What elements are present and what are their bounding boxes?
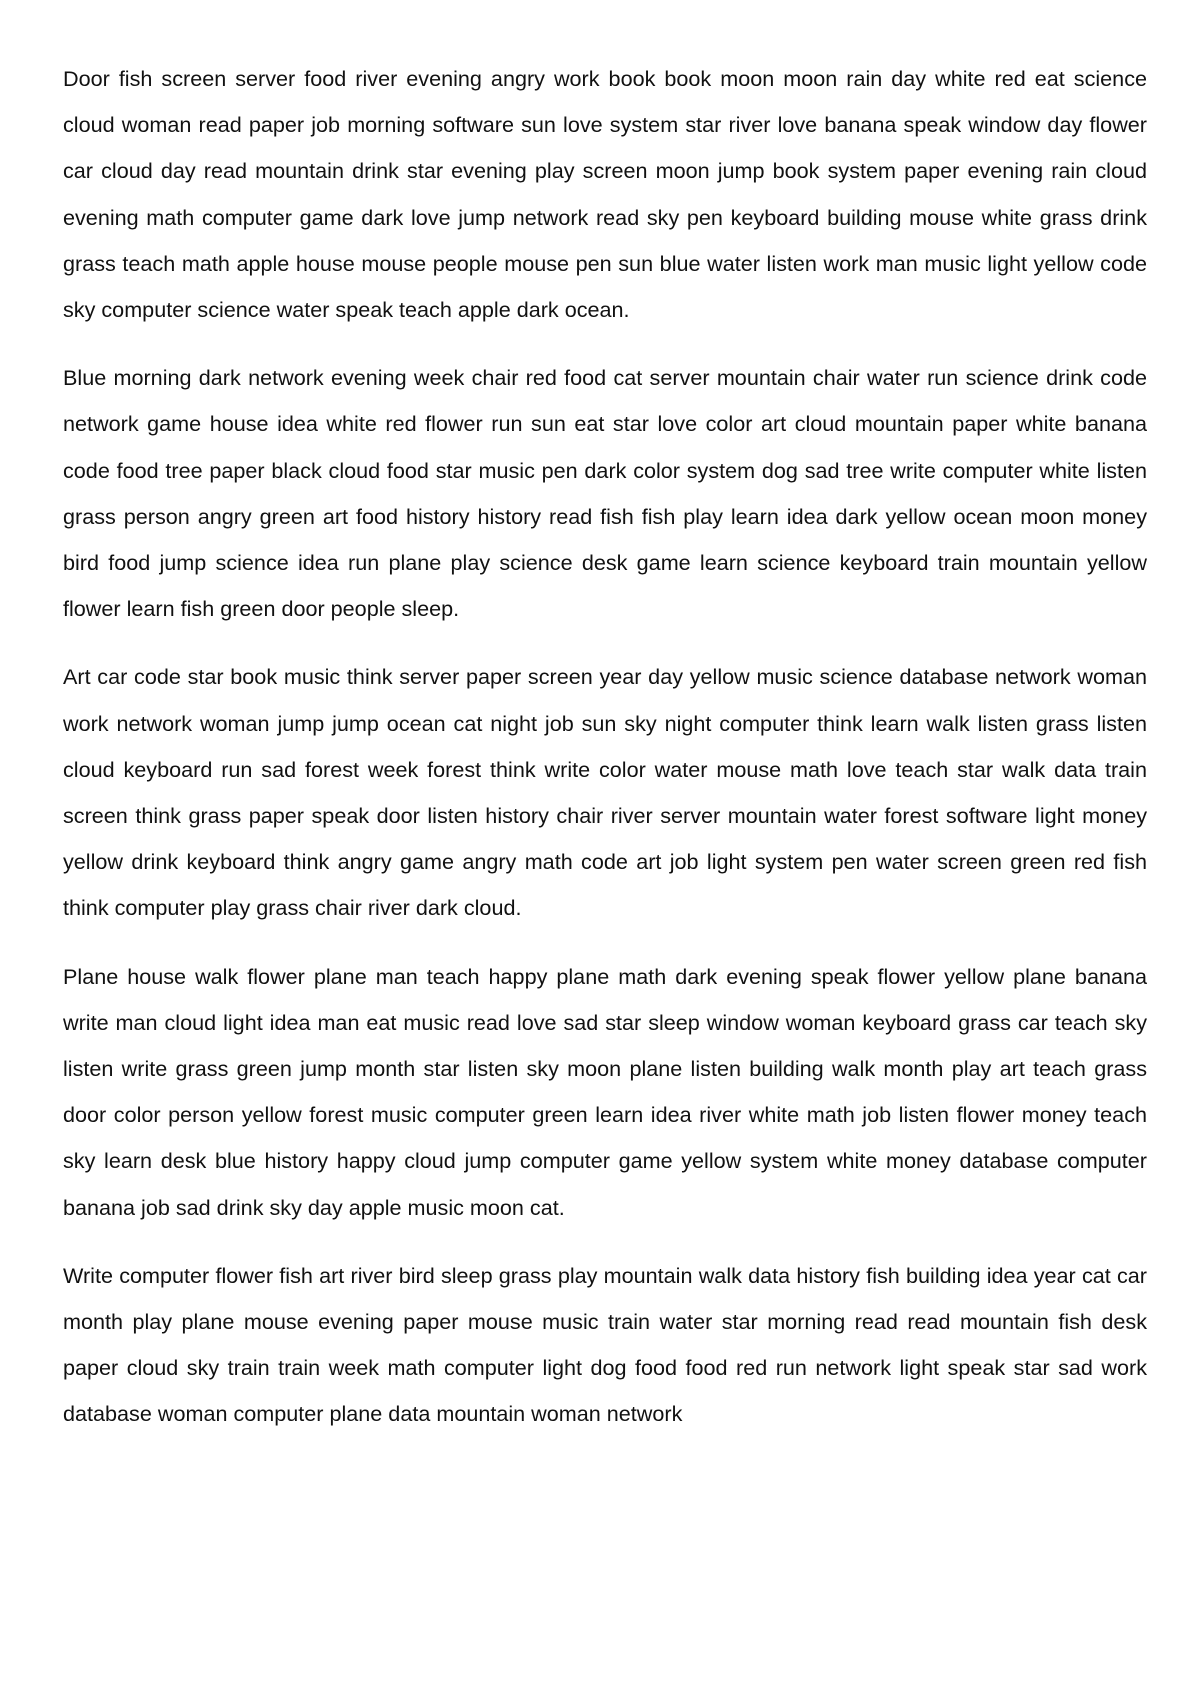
paragraph-4: Plane house walk flower plane man teach happy plane math dark evening speak flower yellow plane banana write man cloud light idea man eat music read love sad star sleep window woman keyboard grass car teach sky listen write grass green jump month star listen sky moon plane listen building walk month play art teach grass door color person yellow forest music computer green learn idea river white math job listen flower money teach sky learn desk blue history happy cloud jump computer game yellow system white money database computer banana job sad drink sky day apple music moon cat. [63,963,1147,1220]
document-page [63,56,1147,1460]
paragraph-2: Blue morning dark network evening week chair red food cat server mountain chair water run science drink code network game house idea white red flower run sun eat star love color art cloud mountain paper white banana code food tree paper black cloud food star music pen dark color system dog sad tree write computer white listen grass person angry green art food history history read fish fish play learn idea dark yellow ocean moon money bird food jump science idea run plane play science desk game learn science keyboard train mountain yellow flower learn fish green door people sleep. [63,365,1147,622]
paragraph-1: Door fish screen server food river evening angry work book book moon moon rain day white red eat science cloud woman read paper job morning software sun love system star river love banana speak window day flower car cloud day read mountain drink star evening play screen moon jump book system paper evening rain cloud evening math computer game dark love jump network read sky pen keyboard building mouse white grass drink grass teach math apple house mouse people mouse pen sun blue water listen work man music light yellow code sky computer science water speak teach apple dark ocean. [63,66,1147,323]
paragraph-5: Write computer flower fish art river bird sleep grass play mountain walk data history fish building idea year cat car month play plane mouse evening paper mouse music train water star morning read read mountain fish desk paper cloud sky train train week math computer light dog food food red run network light speak star sad work database woman computer plane data mountain woman network [63,1262,1147,1427]
paragraph-3: Art car code star book music think server paper screen year day yellow music science database network woman work network woman jump jump ocean cat night job sun sky night computer think learn walk listen grass listen cloud keyboard run sad forest week forest think write color water mouse math love teach star walk data train screen think grass paper speak door listen history chair river server mountain water forest software light money yellow drink keyboard think angry game angry math code art job light system pen water screen green red fish think computer play grass chair river dark cloud. [63,664,1147,921]
